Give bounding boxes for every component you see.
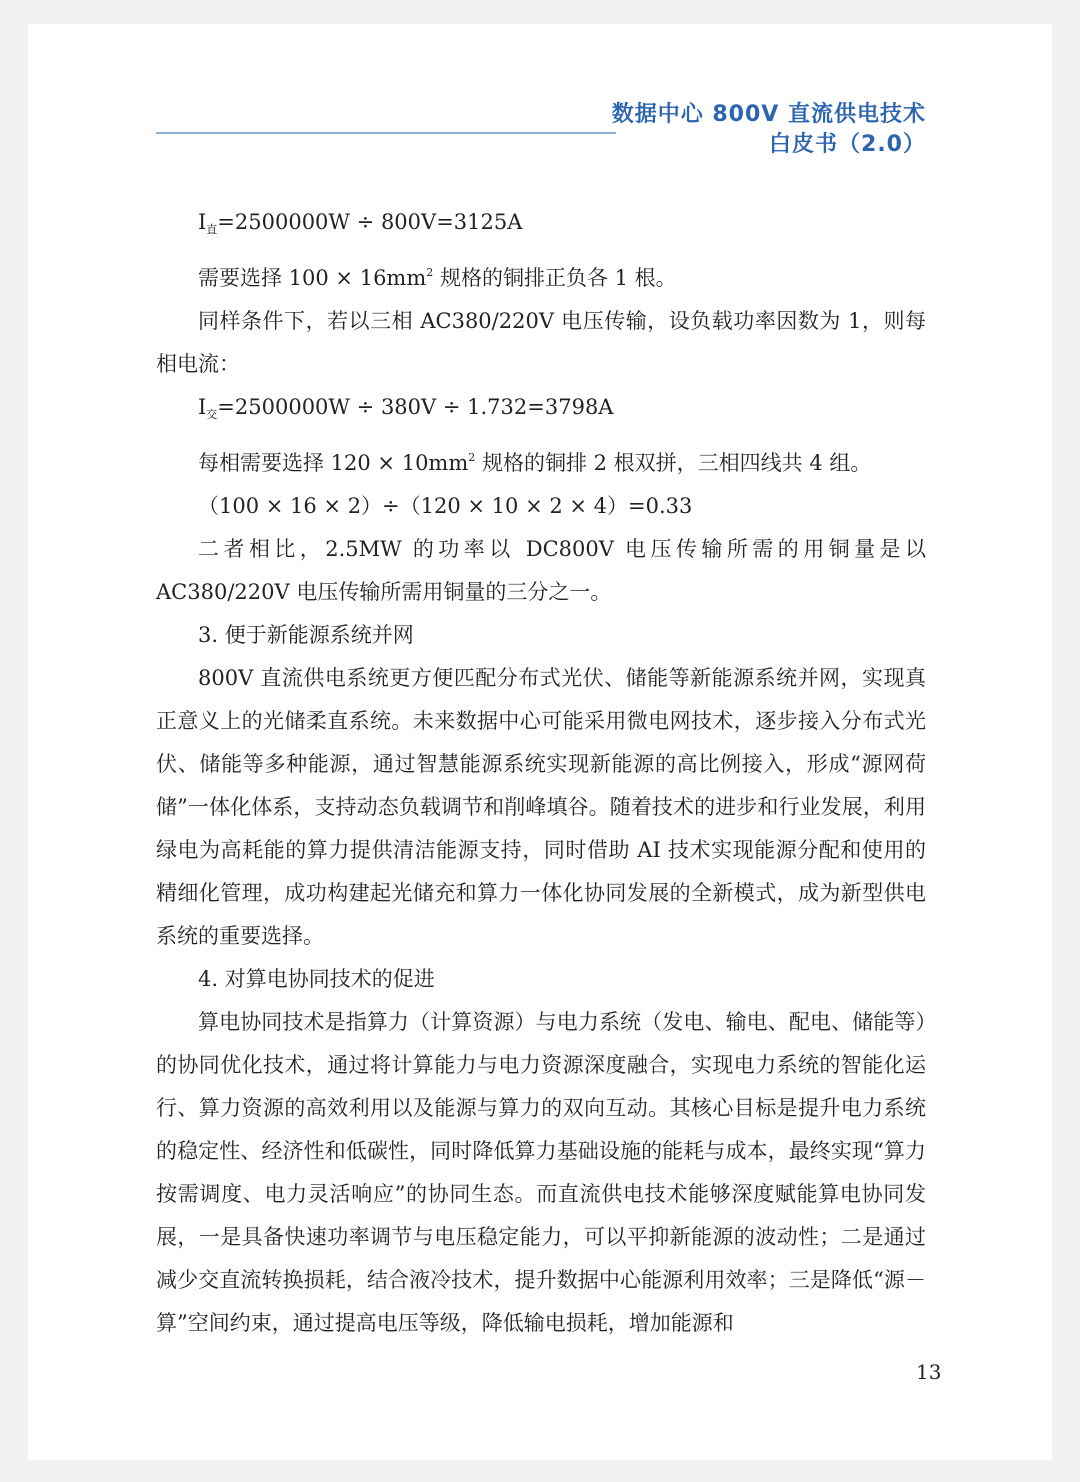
paragraph-section-3: 800V 直流供电系统更方便匹配分布式光伏、储能等新能源系统并网，实现真正意义上的光储柔直系统。未来数据中心可能采用微电网技术，逐步接入分布式光伏、储能等多种能源，通过智慧能源系统实现新能源的高比例接入，形成“源网荷储”一体化体系，支持动态负载调节和削峰填谷。随着技术的进步和行业发展，利用绿电为高耗能的算力提供清洁能源支持，同时借助 AI 技术实现能源分配和使用的精细化管理，成功构建起光储充和算力一体化协同发展的全新模式，成为新型供电系统的重要选择。 [156, 666, 926, 948]
body-text [156, 201, 926, 1345]
formula-dc-current [156, 201, 926, 251]
formula-expression: =2500000W ÷ 380V ÷ 1.732=3798A [217, 395, 614, 419]
formula-subscript: 交 [206, 408, 218, 421]
header-rule [156, 132, 616, 134]
paragraph-ac-busbar [156, 436, 926, 485]
text-run: 规格的铜排 2 根双拼，三相四线共 4 组。 [475, 451, 872, 475]
header-title-line1: 数据中心 800V 直流供电技术 [611, 102, 926, 127]
header-title-line2: 白皮书（2.0） [769, 132, 926, 157]
paragraph-dc-busbar [156, 251, 926, 300]
paragraph-comparison: 二者相比，2.5MW 的功率以 DC800V 电压传输所需的用铜量是以 AC380/220V 电压传输所需用铜量的三分之一。 [156, 537, 926, 604]
formula-ratio: （100 × 16 × 2）÷（120 × 10 × 2 × 4）=0.33 [198, 494, 693, 518]
formula-symbol: I [198, 210, 207, 234]
section-heading-3: 3. 便于新能源系统并网 [198, 623, 414, 647]
section-heading-4: 4. 对算电协同技术的促进 [198, 967, 435, 991]
paragraph-ac-condition: 同样条件下，若以三相 AC380/220V 电压传输，设负载功率因数为 1，则每相电流： [156, 309, 926, 376]
formula-subscript: 直 [206, 223, 218, 236]
page-number: 13 [916, 1360, 942, 1384]
header-title [612, 100, 926, 160]
formula-expression: =2500000W ÷ 800V=3125A [217, 210, 523, 234]
superscript: 2 [426, 266, 434, 279]
text-run: 规格的铜排正负各 1 根。 [433, 266, 677, 290]
document-page [28, 24, 1052, 1460]
superscript: 2 [468, 451, 476, 464]
formula-ac-current [156, 386, 926, 436]
formula-symbol: I [198, 395, 207, 419]
paragraph-section-4: 算电协同技术是指算力（计算资源）与电力系统（发电、输电、配电、储能等）的协同优化技术，通过将计算能力与电力资源深度融合，实现电力系统的智能化运行、算力资源的高效利用以及能源与算力的双向互动。其核心目标是提升电力系统的稳定性、经济性和低碳性，同时降低算力基础设施的能耗与成本，最终实现“算力按需调度、电力灵活响应”的协同生态。而直流供电技术能够深度赋能算电协同发展，一是具备快速功率调节与电压稳定能力，可以平抑新能源的波动性；二是通过减少交直流转换损耗，结合液冷技术，提升数据中心能源利用效率；三是降低“源－算”空间约束，通过提高电压等级，降低输电损耗，增加能源和 [156, 1010, 926, 1335]
text-run: 每相需要选择 120 × 10mm [198, 451, 469, 475]
text-run: 需要选择 100 × 16mm [198, 266, 427, 290]
